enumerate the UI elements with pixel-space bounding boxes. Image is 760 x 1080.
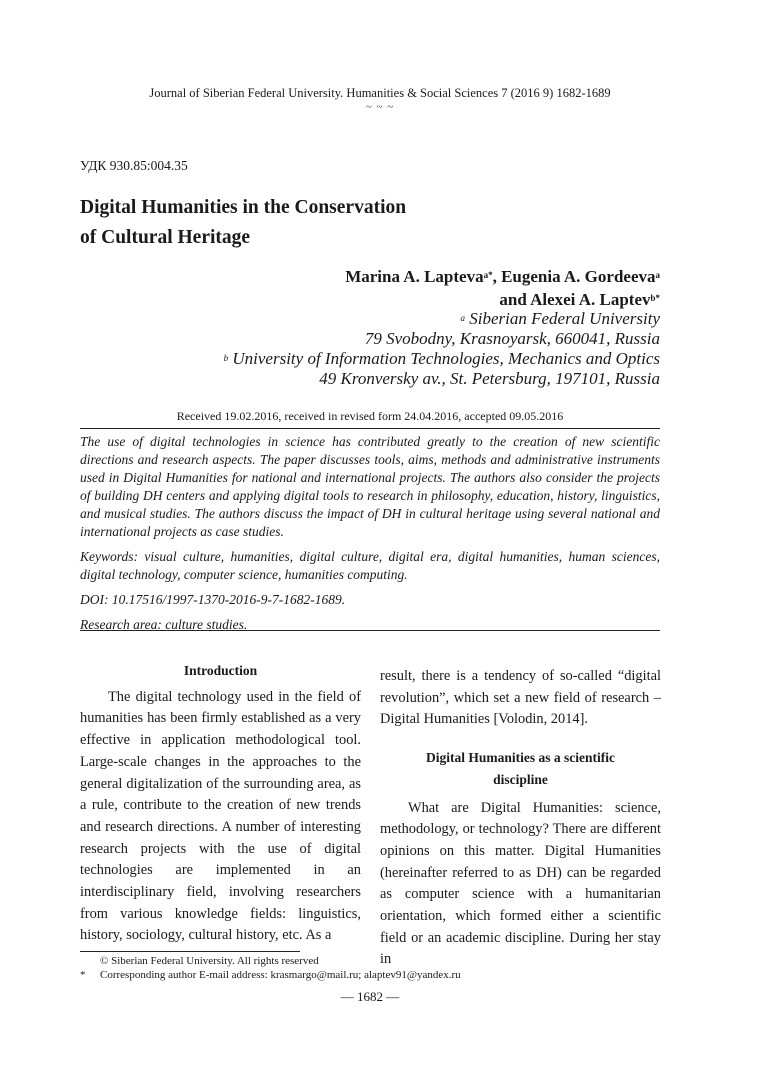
header-separator: ~ ~ ~ [365, 101, 395, 113]
right-column [380, 666, 661, 971]
abstract-bottom-rule [80, 630, 660, 631]
author-3-mark: b* [650, 293, 660, 303]
author-list [345, 265, 660, 311]
corresponding-email: Corresponding author E-mail address: krasmargo@mail.ru; alaptev91@yandex.ru [100, 969, 461, 981]
section-heading-dh-line-1: Digital Humanities as a scientific [426, 750, 615, 766]
udk-code: УДК 930.85:004.35 [80, 158, 188, 173]
research-area: Research area: culture studies. [80, 617, 248, 632]
section-heading-introduction: Introduction [183, 663, 258, 678]
abstract-top-rule [80, 428, 660, 429]
journal-header: Journal of Siberian Federal University. Humanities & Social Sciences 7 (2016 9) 1682-1689 [149, 86, 611, 100]
affiliation-a [224, 309, 660, 329]
author-1-mark: a* [483, 270, 493, 280]
title-line-1: Digital Humanities in the Conservation [80, 197, 407, 218]
authors-line-2 [345, 288, 660, 311]
author-2-mark: a [655, 270, 660, 280]
author-1: Marina A. Lapteva [345, 267, 484, 286]
affiliation-b [224, 349, 660, 369]
page-number: — 1682 — [340, 989, 400, 1004]
keywords: Keywords: visual culture, humanities, digital culture, digital era, digital humanities, human sciences, digital technology, computer science, humanities computing. [80, 549, 660, 582]
introduction-paragraph: The digital technology used in the field of humanities has been firmly established as a very effective in application methodological tool. Large-scale changes in the approaches to the general digitalization of the surrounding area, as a rule, contribute to the creation of new trends and research directions. A number of interesting research projects with the use of digital technologies are implemented in an interdisciplinary field, involving researchers from various knowledge fields: linguistics, history, sociology, cultural history, etc. As a [80, 688, 361, 944]
authors-line-1 [345, 265, 660, 288]
affiliation-a-address: 79 Svobodny, Krasnoyarsk, 660041, Russia [364, 329, 660, 348]
article-title [80, 193, 406, 253]
author-3: and Alexei A. Laptev [499, 290, 651, 309]
abstract [80, 433, 660, 634]
section-heading-dh-line-2: discipline [493, 771, 548, 787]
continuation-paragraph: result, there is a tendency of so-called “digital revolution”, which set a new field of research – Digital Humanities [Volodin, 2014]. [380, 668, 661, 728]
dh-paragraph: What are Digital Humanities: science, methodology, or technology? There are different opinions on this matter. Digital Humanities (hereinafter referred to as DH) can be regarded as computer science with a humanitarian orientation, which formed either a scientific field or an academic discipline. During her stay in [380, 799, 661, 968]
footnote-rule [80, 951, 300, 952]
doi: DOI: 10.17516/1997-1370-2016-9-7-1682-1689. [80, 592, 346, 607]
title-line-2: of Cultural Heritage [80, 227, 251, 248]
abstract-text: The use of digital technologies in science has contributed greatly to the creation of new scientific directions and research aspects. The paper discusses tools, aims, methods and administrative instruments used in Digital Humanities for national and international projects. The authors also consider the projects of building DH centers and applying digital tools to research in philosophy, education, history, linguistics, and musical studies. The authors discuss the impact of DH in cultural heritage using several national and international projects as case studies. [80, 434, 660, 539]
footnote-copyright [80, 954, 319, 969]
affiliation-b-mark: b [223, 353, 229, 363]
affiliation-b-address: 49 Kronversky av., St. Petersburg, 197101, Russia [319, 369, 660, 388]
copyright-text: © Siberian Federal University. All rights reserved [100, 955, 319, 967]
footnote-corresponding [80, 968, 461, 983]
affiliation-a-name: Siberian Federal University [465, 309, 660, 328]
received-dates: Received 19.02.2016, received in revised form 24.04.2016, accepted 09.05.2016 [176, 409, 564, 423]
footnote-star: * [80, 969, 86, 981]
affiliation-a-mark: a [460, 313, 465, 323]
affiliations [224, 309, 660, 389]
section-heading-dh [380, 747, 661, 790]
left-column [80, 660, 361, 947]
affiliation-b-name: University of Information Technologies, Mechanics and Optics [228, 349, 660, 368]
author-2: , Eugenia A. Gordeeva [492, 267, 656, 286]
